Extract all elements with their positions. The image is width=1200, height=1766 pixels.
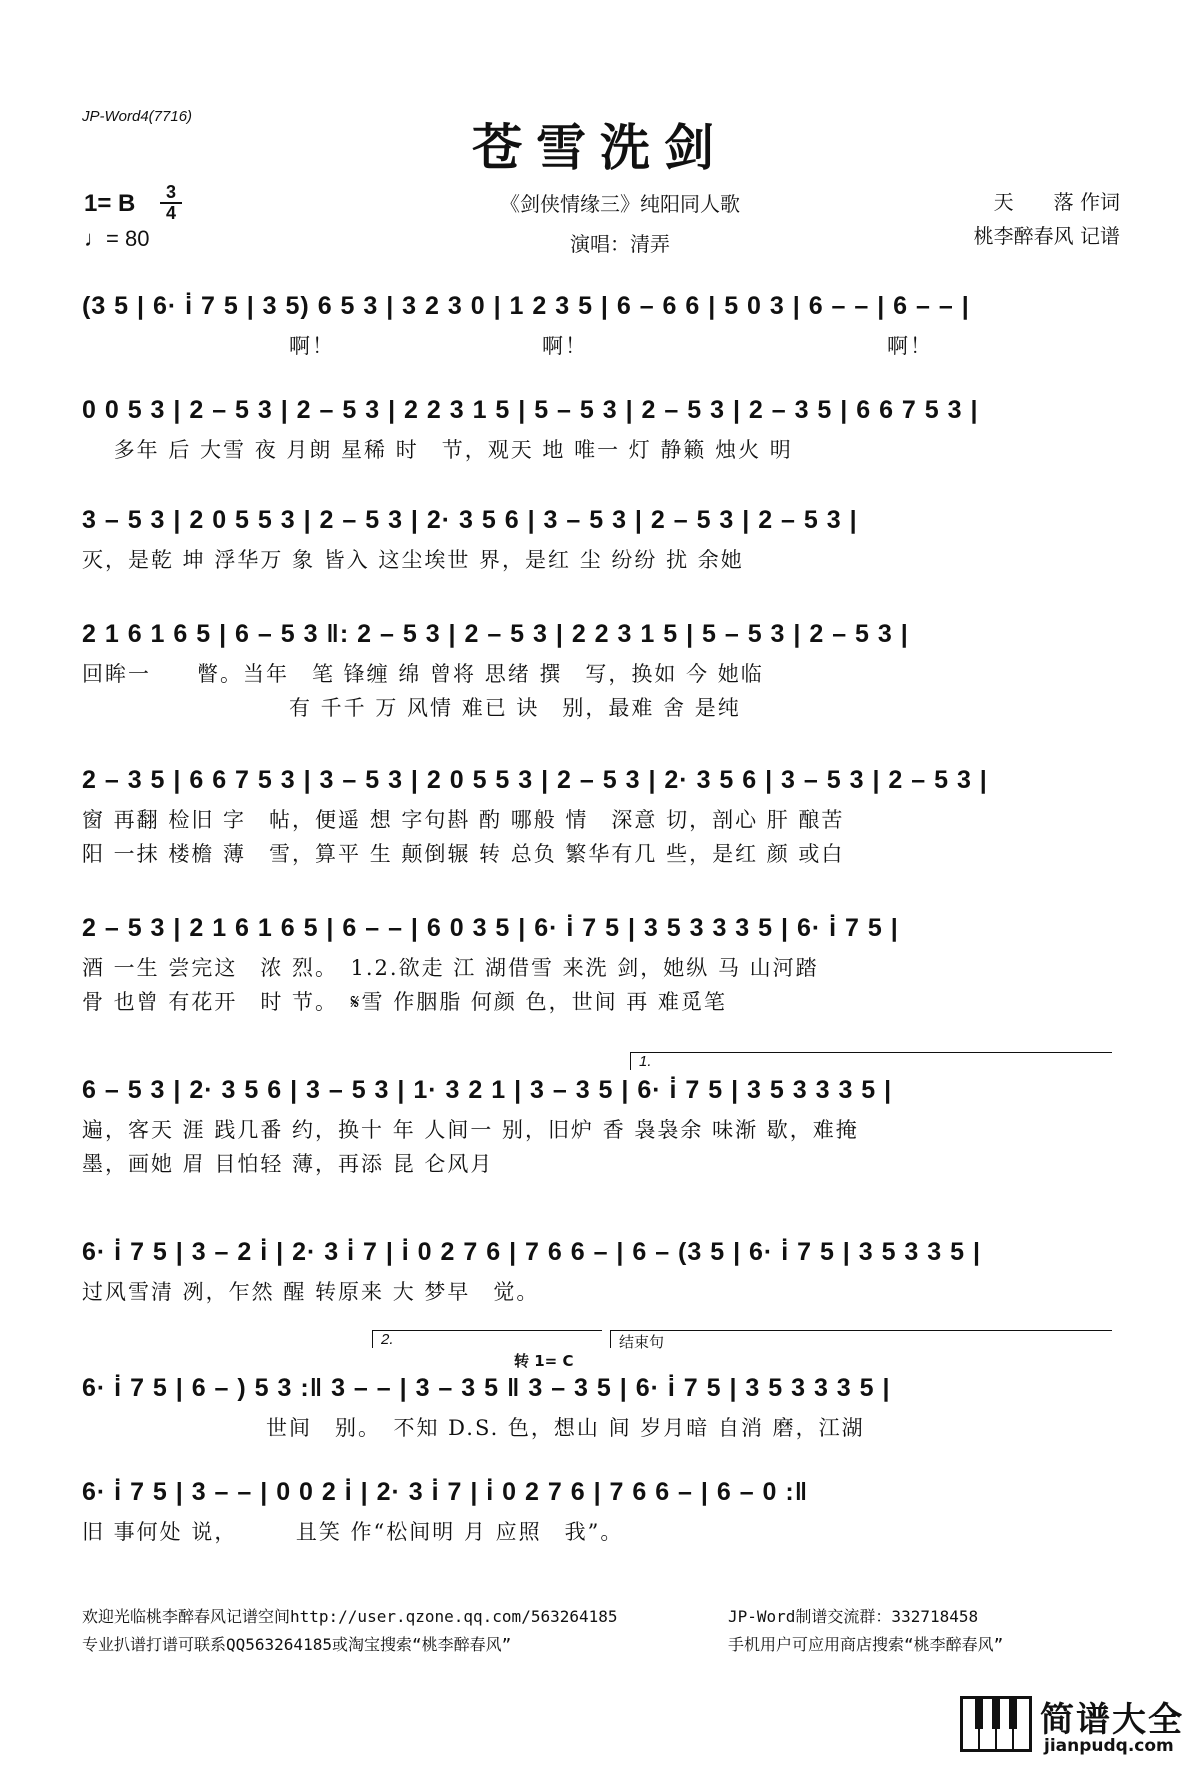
lyric-line: 灭，是乾 坤 浮华万 象 皆入 这尘埃世 界，是红 尘 纷纷 扰 余她: [82, 548, 744, 572]
lyric-line: 阳 一抹 楼檐 薄 雪，算平 生 颠倒辗 转 总负 繁华有几 些，是红 颜 或白: [82, 842, 845, 866]
notation-line: 0 0 5 3 | 2 – 5 3 | 2 – 5 3 | 2 2 3 1 5 | 5 – 5 3 | 2 – 5 3 | 2 – 3 5 | 6 6 7 5 3 |: [82, 396, 979, 424]
time-signature-top: 3: [165, 182, 176, 202]
lyric-line: 啊！ 啊！ 啊！: [82, 334, 933, 358]
notation-line: 2 – 5 3 | 2 1 6 1 6 5 | 6 – – | 6 0 3 5 | 6· i̇ 7 5 | 3 5 3 3 3 5 | 6· i̇ 7 5 |: [82, 914, 899, 942]
staff-system-8: [82, 1238, 1112, 1318]
software-label: JP-Word4(7716): [82, 108, 193, 125]
notation-line: 2 – 3 5 | 6 6 7 5 3 | 3 – 5 3 | 2 0 5 5 3 | 2 – 5 3 | 2· 3 5 6 | 3 – 5 3 | 2 – 5 3 |: [82, 766, 988, 794]
lyric-line: 遍，客天 涯 践几番 约，换十 年 人间一 别，旧炉 香 袅袅余 味渐 歇，难掩: [82, 1118, 859, 1142]
second-ending-bracket: 2.: [372, 1330, 602, 1348]
lyric-line: 有 千千 万 风情 难已 诀 别，最难 舍 是纯: [82, 696, 741, 720]
lyric-line: 酒 一生 尝完这 浓 烈。 1.2.欲走 江 湖借雪 来洗 剑，她纵 马 山河踏: [82, 956, 819, 980]
staff-system-7: [82, 1052, 1112, 1182]
staff-system-10: [82, 1478, 1112, 1558]
staff-system-5: [82, 766, 1112, 876]
time-signature: [160, 184, 182, 222]
staff-system-4: [82, 620, 1112, 730]
footer-line-2-left: 专业扒谱打谱可联系QQ563264185或淘宝搜索“桃李醉春风”: [82, 1635, 512, 1654]
site-logo: [960, 1690, 1190, 1760]
logo-name: 简谱大全: [1040, 1700, 1184, 1740]
modulation-mark: 转 1= C: [514, 1352, 574, 1370]
time-signature-bottom: 4: [165, 203, 176, 223]
singer-credit: 演唱：清弄: [570, 232, 670, 256]
footer-line-2-right: 手机用户可应用商店搜索“桃李醉春风”: [728, 1635, 1004, 1654]
lyric-line: 墨，画她 眉 目怕轻 薄，再添 昆 仑风月: [82, 1152, 494, 1176]
transcriber-credit: 桃李醉春风 记谱: [973, 224, 1120, 248]
staff-system-2: [82, 396, 1112, 476]
notation-line: 2 1 6 1 6 5 | 6 – 5 3 ‖: 2 – 5 3 | 2 – 5 3 | 2 2 3 1 5 | 5 – 5 3 | 2 – 5 3 |: [82, 620, 909, 648]
key-signature: 1= B: [84, 190, 136, 217]
lyric-line: 旧 事何处 说， 且笑 作“松间明 月 应照 我”。: [82, 1520, 624, 1544]
lyricist-credit: 天 落 作词: [993, 190, 1120, 214]
coda-ending-bracket: 结束句: [610, 1330, 1112, 1348]
logo-url: jianpudq.com: [1044, 1736, 1174, 1756]
lyric-line: 多年 后 大雪 夜 月朗 星稀 时 节，观天 地 唯一 灯 静籁 烛火 明: [82, 438, 793, 462]
notation-line: 3 – 5 3 | 2 0 5 5 3 | 2 – 5 3 | 2· 3 5 6 | 3 – 5 3 | 2 – 5 3 | 2 – 5 3 |: [82, 506, 858, 534]
notation-line: 6 – 5 3 | 2· 3 5 6 | 3 – 5 3 | 1· 3 2 1 | 3 – 3 5 | 6· i̇ 7 5 | 3 5 3 3 3 5 |: [82, 1076, 893, 1104]
first-ending-bracket: 1.: [630, 1052, 1112, 1070]
piano-keys-icon: [960, 1696, 1032, 1752]
notation-line: 6· i̇ 7 5 | 6 – ) 5 3 :‖ 3 – – | 3 – 3 5 ‖ 3 – 3 5 | 6· i̇ 7 5 | 3 5 3 3 3 5 |: [82, 1374, 891, 1402]
lyric-line: 过风雪清 冽，乍然 醒 转原来 大 梦早 觉。: [82, 1280, 540, 1304]
lyric-line: 回眸一 瞥。当年 笔 锋缠 绵 曾将 思绪 撰 写，换如 今 她临: [82, 662, 764, 686]
staff-system-6: [82, 914, 1112, 1024]
tempo-mark: ♩= 80: [84, 226, 150, 251]
staff-system-9: [82, 1330, 1112, 1440]
footer-line-1-left: 欢迎光临桃李醉春风记谱空间http://user.qzone.qq.com/563264185: [82, 1607, 618, 1626]
staff-system-3: [82, 506, 1112, 586]
footer-line-1-right: JP-Word制谱交流群：332718458: [728, 1607, 979, 1626]
song-subtitle: 《剑侠情缘三》纯阳同人歌: [500, 192, 740, 216]
notation-line: 6· i̇ 7 5 | 3 – 2 i̇ | 2· 3 i̇ 7 | i̇ 0 2 7 6 | 7 6 6 – | 6 – (3 5 | 6· i̇ 7 5 | 3 5 3 3 5 |: [82, 1238, 981, 1266]
notation-line: 6· i̇ 7 5 | 3 – – | 0 0 2 i̇ | 2· 3 i̇ 7 | i̇ 0 2 7 6 | 7 6 6 – | 6 – 0 :‖: [82, 1478, 809, 1506]
lyric-line: 骨 也曾 有花开 时 节。 𝄋雪 作胭脂 何颜 色，世间 再 难觅笔: [82, 990, 727, 1014]
lyric-line: 窗 再翻 检旧 字 帖，便遥 想 字句斟 酌 哪般 情 深意 切，剖心 肝 酿苦: [82, 808, 845, 832]
staff-system-1: [82, 292, 1112, 372]
song-title: 苍雪洗剑: [472, 119, 728, 177]
lyric-line: 世间 别。 不知 D.S. 色，想山 间 岁月暗 自消 磨，江湖: [82, 1416, 865, 1440]
notation-line: (3 5 | 6· i̇ 7 5 | 3 5) 6 5 3 | 3 2 3 0 | 1 2 3 5 | 6 – 6 6 | 5 0 3 | 6 – – | 6 – – |: [82, 292, 970, 320]
